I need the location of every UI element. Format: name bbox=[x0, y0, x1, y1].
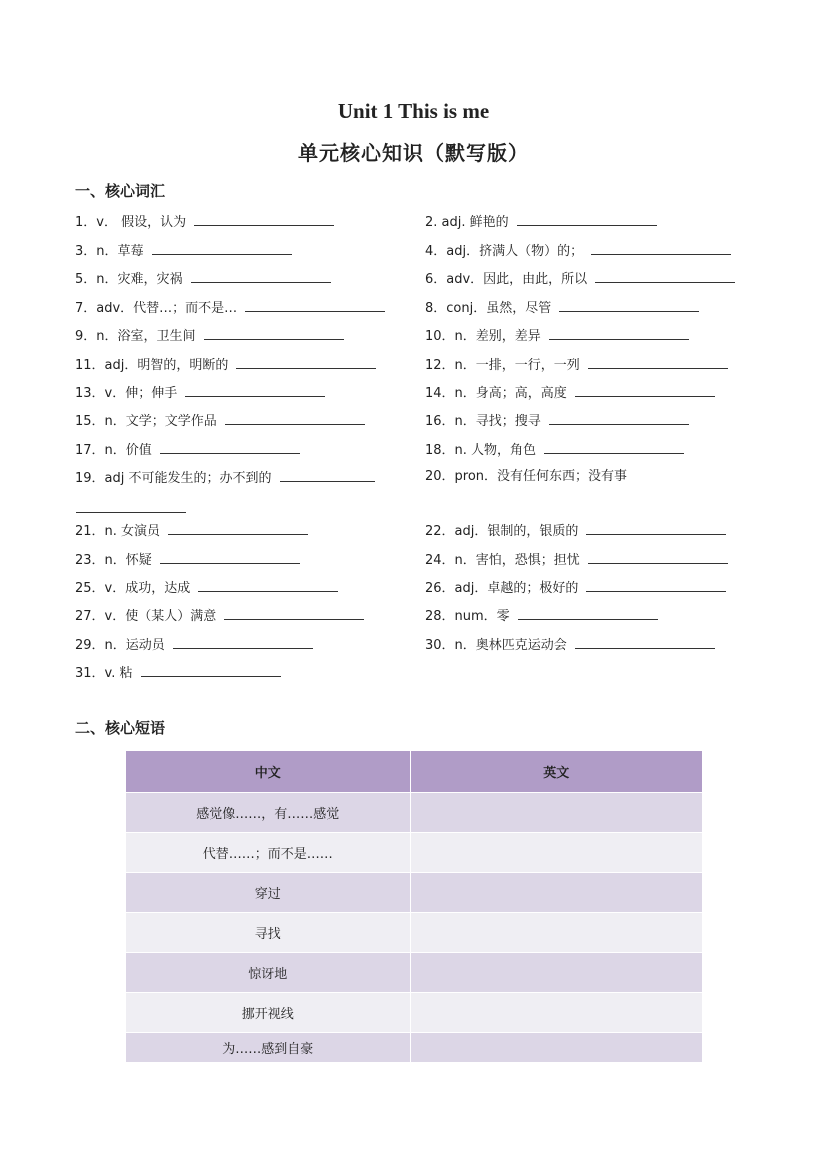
vocab-item: 16．n．寻找；搜寻 bbox=[425, 411, 689, 431]
answer-blank[interactable] bbox=[173, 635, 313, 649]
vocab-item: 1．v． 假设，认为 bbox=[75, 212, 334, 232]
vocab-item: 28．num．零 bbox=[425, 606, 658, 626]
vocab-item: 30．n．奥林匹克运动会 bbox=[425, 635, 715, 655]
answer-blank[interactable] bbox=[588, 355, 728, 369]
answer-blank[interactable] bbox=[204, 326, 344, 340]
vocab-item: 22．adj．银制的，银质的 bbox=[425, 521, 726, 541]
answer-blank[interactable] bbox=[549, 411, 689, 425]
answer-blank[interactable] bbox=[591, 241, 731, 255]
page-title-chinese: 单元核心知识（默写版） bbox=[298, 141, 529, 165]
vocab-item: 25．v．成功，达成 bbox=[75, 578, 338, 598]
vocab-item: 12．n．一排，一行，一列 bbox=[425, 355, 728, 375]
vocab-item: 31．v. 粘 bbox=[75, 663, 281, 683]
answer-blank[interactable] bbox=[544, 440, 684, 454]
vocab-item: 18．n. 人物，角色 bbox=[425, 440, 684, 460]
answer-blank[interactable] bbox=[575, 635, 715, 649]
vocab-item: 26．adj．卓越的；极好的 bbox=[425, 578, 726, 598]
phrase-english-answer[interactable] bbox=[410, 953, 702, 993]
answer-blank[interactable] bbox=[517, 212, 657, 226]
vocab-item: 9．n．浴室，卫生间 bbox=[75, 326, 344, 346]
vocab-item: 23．n．怀疑 bbox=[75, 550, 300, 570]
vocab-item: 6．adv．因此，由此，所以 bbox=[425, 269, 735, 289]
table-row bbox=[126, 953, 703, 993]
vocab-item: 10．n．差别，差异 bbox=[425, 326, 689, 346]
vocab-item: 17．n．价值 bbox=[75, 440, 300, 460]
answer-blank[interactable] bbox=[152, 241, 292, 255]
phrase-english-answer[interactable] bbox=[410, 1033, 702, 1063]
answer-blank[interactable] bbox=[198, 578, 338, 592]
section-phrases-title: 二、核心短语 bbox=[75, 719, 166, 737]
answer-blank[interactable] bbox=[549, 326, 689, 340]
vocab-item: 24．n．害怕，恐惧；担忧 bbox=[425, 550, 728, 570]
answer-blank[interactable] bbox=[191, 269, 331, 283]
table-row bbox=[126, 793, 703, 833]
answer-blank[interactable] bbox=[224, 606, 364, 620]
phrase-english-answer[interactable] bbox=[410, 993, 702, 1033]
vocab-item: 2. adj. 鲜艳的 bbox=[425, 212, 657, 232]
answer-blank[interactable] bbox=[586, 578, 726, 592]
answer-blank[interactable] bbox=[586, 521, 726, 535]
vocab-item: 11．adj．明智的，明断的 bbox=[75, 355, 376, 375]
vocab-item: 13．v．伸；伸手 bbox=[75, 383, 325, 403]
table-row bbox=[126, 1033, 703, 1063]
vocab-item: 4．adj．挤满人（物）的； bbox=[425, 241, 731, 261]
vocab-item: 8．conj．虽然，尽管 bbox=[425, 298, 699, 318]
phrase-chinese: 代替……；而不是…… bbox=[126, 833, 411, 873]
phrase-english-answer[interactable] bbox=[410, 873, 702, 913]
answer-blank[interactable] bbox=[194, 212, 334, 226]
answer-blank[interactable] bbox=[236, 355, 376, 369]
section-vocabulary-title: 一、核心词汇 bbox=[75, 182, 166, 200]
answer-blank[interactable] bbox=[168, 521, 308, 535]
vocab-item: 27．v．使（某人）满意 bbox=[75, 606, 364, 626]
phrase-chinese: 寻找 bbox=[126, 913, 411, 953]
answer-blank[interactable] bbox=[575, 383, 715, 397]
page-title-english: Unit 1 This is me bbox=[337, 99, 490, 123]
vocab-item: 19．adj 不可能发生的；办不到的 bbox=[75, 468, 375, 488]
table-row bbox=[126, 833, 703, 873]
vocab-item: 15．n．文学；文学作品 bbox=[75, 411, 365, 431]
table-row bbox=[126, 873, 703, 913]
answer-blank[interactable] bbox=[141, 663, 281, 677]
phrase-english-answer[interactable] bbox=[410, 913, 702, 953]
phrase-chinese: 穿过 bbox=[126, 873, 411, 913]
vocab-item: 29．n．运动员 bbox=[75, 635, 313, 655]
phrases-table bbox=[125, 750, 703, 1063]
vocab-item: 5．n．灾难，灾祸 bbox=[75, 269, 331, 289]
table-row bbox=[126, 913, 703, 953]
phrase-english-answer[interactable] bbox=[410, 793, 702, 833]
answer-blank[interactable] bbox=[280, 468, 375, 482]
table-header-english: 英文 bbox=[410, 751, 702, 793]
answer-blank[interactable] bbox=[595, 269, 735, 283]
phrase-chinese: 感觉像……，有……感觉 bbox=[126, 793, 411, 833]
answer-blank[interactable] bbox=[185, 383, 325, 397]
vocab-item: 20．pron．没有任何东西；没有事 bbox=[425, 469, 628, 484]
table-row bbox=[126, 993, 703, 1033]
answer-blank[interactable] bbox=[160, 440, 300, 454]
vocab-item: 21．n. 女演员 bbox=[75, 521, 308, 541]
answer-blank[interactable] bbox=[76, 512, 186, 513]
answer-blank[interactable] bbox=[559, 298, 699, 312]
phrase-chinese: 挪开视线 bbox=[126, 993, 411, 1033]
answer-blank[interactable] bbox=[225, 411, 365, 425]
answer-blank[interactable] bbox=[160, 550, 300, 564]
phrase-chinese: 惊讶地 bbox=[126, 953, 411, 993]
table-header-chinese: 中文 bbox=[126, 751, 411, 793]
phrase-chinese: 为……感到自豪 bbox=[126, 1033, 411, 1063]
answer-blank[interactable] bbox=[518, 606, 658, 620]
answer-blank[interactable] bbox=[245, 298, 385, 312]
answer-blank[interactable] bbox=[588, 550, 728, 564]
phrase-english-answer[interactable] bbox=[410, 833, 702, 873]
vocab-item: 14．n．身高；高，高度 bbox=[425, 383, 715, 403]
vocab-item: 3．n．草莓 bbox=[75, 241, 292, 261]
vocab-item: 7．adv．代替…；而不是… bbox=[75, 298, 385, 318]
